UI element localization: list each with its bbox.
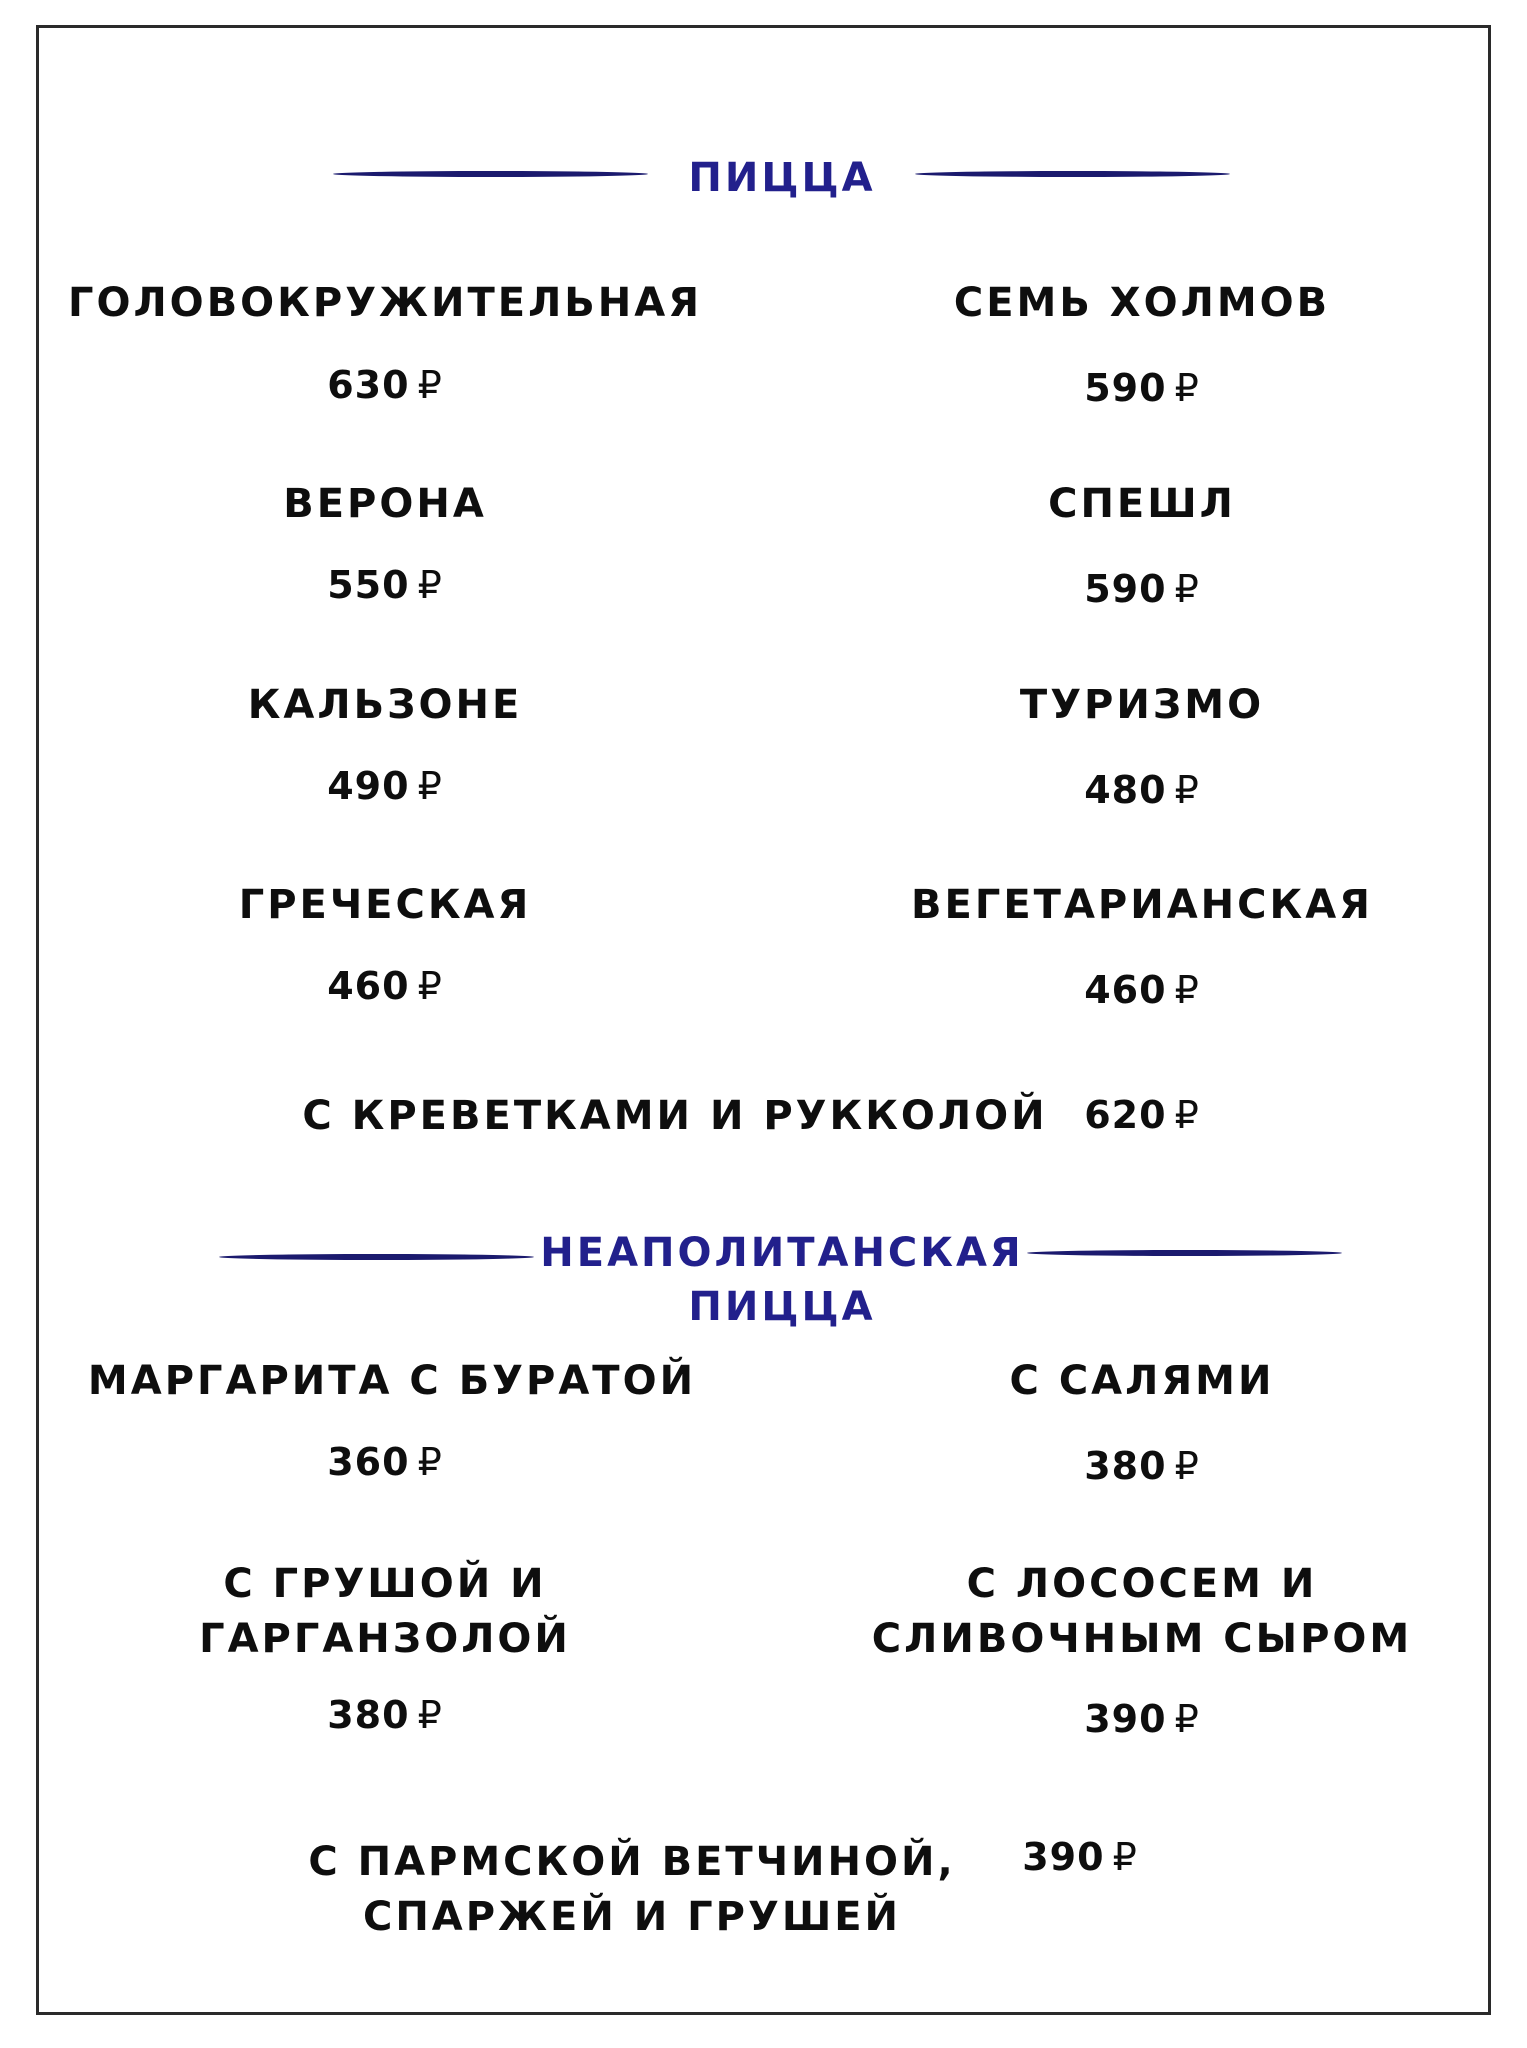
ruble-icon: ₽ — [1112, 1835, 1138, 1879]
heading-rule-left — [219, 1254, 534, 1260]
menu-item-name: ТУРИЗМО — [1019, 682, 1265, 728]
menu-item-name: ВЕРОНА — [283, 481, 487, 527]
section-title-pizza: ПИЦЦА — [688, 155, 876, 201]
menu-item-price: 460 ₽ — [327, 964, 443, 1008]
menu-item-name: СПЕШЛ — [1048, 481, 1236, 527]
menu-item-price: 620 ₽ — [1084, 1093, 1200, 1137]
ruble-icon: ₽ — [1174, 768, 1200, 812]
ruble-icon: ₽ — [417, 1440, 443, 1484]
menu-item-name: МАРГАРИТА С БУРАТОЙ — [87, 1358, 697, 1404]
ruble-icon: ₽ — [1174, 366, 1200, 410]
menu-item-price: 380 ₽ — [327, 1693, 443, 1737]
ruble-icon: ₽ — [417, 964, 443, 1008]
menu-item-name: С ПАРМСКОЙ ВЕТЧИНОЙ, СПАРЖЕЙ И ГРУШЕЙ — [308, 1839, 956, 1941]
menu-item-name: ГОЛОВОКРУЖИТЕЛЬНАЯ — [67, 280, 703, 326]
ruble-icon: ₽ — [417, 1693, 443, 1737]
menu-item-price: 480 ₽ — [1084, 768, 1200, 812]
heading-rule-left — [333, 171, 648, 177]
menu-item-name: ГРЕЧЕСКАЯ — [238, 882, 532, 928]
ruble-icon: ₽ — [1174, 1444, 1200, 1488]
ruble-icon: ₽ — [417, 563, 443, 607]
ruble-icon: ₽ — [417, 764, 443, 808]
menu-item-price: 490 ₽ — [327, 764, 443, 808]
ruble-icon: ₽ — [1174, 1697, 1200, 1741]
menu-item-price: 550 ₽ — [327, 563, 443, 607]
menu-item-name: КАЛЬЗОНЕ — [247, 682, 523, 728]
menu-item-name: С САЛЯМИ — [1009, 1358, 1275, 1404]
menu-item-name: С ГРУШОЙ И ГАРГАНЗОЛОЙ — [199, 1561, 571, 1663]
menu-item-price: 590 ₽ — [1084, 567, 1200, 611]
ruble-icon: ₽ — [1174, 567, 1200, 611]
menu-item-name: С ЛОСОСЕМ И СЛИВОЧНЫМ СЫРОМ — [871, 1561, 1413, 1663]
menu-item-price: 390 ₽ — [1084, 1697, 1200, 1741]
menu-item-name: С КРЕВЕТКАМИ И РУККОЛОЙ — [302, 1093, 1048, 1139]
section-title-neapolitan: НЕАПОЛИТАНСКАЯ — [540, 1230, 1024, 1276]
menu-item-name: СЕМЬ ХОЛМОВ — [953, 280, 1331, 326]
menu-item-name: ВЕГЕТАРИАНСКАЯ — [911, 882, 1373, 928]
menu-item-price: 380 ₽ — [1084, 1444, 1200, 1488]
menu-item-price: 630 ₽ — [327, 363, 443, 407]
heading-rule-right — [915, 171, 1230, 177]
section-title-neapolitan-line2: ПИЦЦА — [688, 1284, 876, 1330]
heading-rule-right — [1027, 1250, 1342, 1256]
menu-item-price: 390 ₽ — [1022, 1835, 1138, 1879]
menu-item-price: 360 ₽ — [327, 1440, 443, 1484]
ruble-icon: ₽ — [417, 363, 443, 407]
menu-item-price: 590 ₽ — [1084, 366, 1200, 410]
ruble-icon: ₽ — [1174, 1093, 1200, 1137]
menu-item-price: 460 ₽ — [1084, 968, 1200, 1012]
ruble-icon: ₽ — [1174, 968, 1200, 1012]
